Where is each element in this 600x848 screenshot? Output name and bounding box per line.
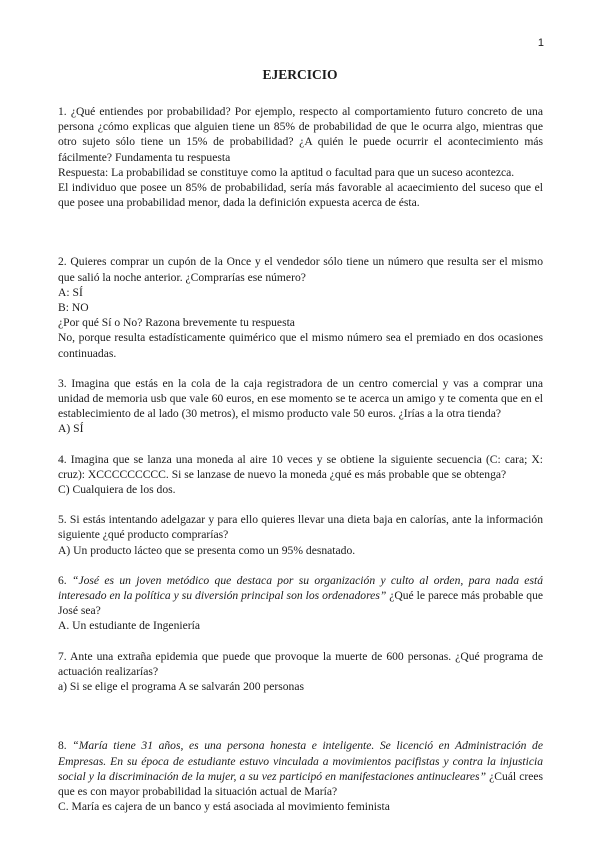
question-number: 8. [58, 739, 73, 753]
question-8 [58, 738, 543, 814]
question-5 [58, 512, 543, 558]
question-6 [58, 573, 543, 634]
answer-text: A) SÍ [58, 422, 84, 436]
answer-text: A) Un producto lácteo que se presenta como un 95% desnatado. [58, 543, 356, 557]
question-1 [58, 104, 543, 210]
page-number: 1 [537, 37, 544, 49]
question-3 [58, 376, 543, 437]
question-2 [58, 254, 543, 360]
document-title: EJERCICIO [262, 67, 338, 82]
question-prompt: 7. Ante una extraña epidemia que puede que provoque la muerte de 600 personas. ¿Qué programa de actuación realizarías? [58, 649, 543, 678]
answer-text: Respuesta: La probabilidad se constituye como la aptitud o facultad para que un suceso acontezca. [58, 165, 515, 179]
question-prompt: 3. Imagina que estás en la cola de la caja registradora de un centro comercial y vas a comprar una unidad de memoria usb que vale 60 euros, en ese momento se te acerca un amigo y te comenta que en el establecimiento de al lado (30 metros), el mismo producto vale 50 euros. ¿Irías a la otra tienda? [58, 376, 543, 421]
question-7 [58, 649, 543, 695]
followup-question: ¿Por qué Sí o No? Razona brevemente tu respuesta [58, 316, 295, 330]
document-body [58, 104, 543, 814]
question-text: ¿Cuál crees que es con mayor probabilidad la situación actual de María? [58, 769, 544, 798]
question-number: 6. [58, 573, 73, 587]
question-prompt: 5. Si estás intentando adelgazar y para ello quieres llevar una dieta baja en calorías, ante la información siguiente ¿qué producto comprarías? [58, 513, 543, 542]
question-prompt: 2. Quieres comprar un cupón de la Once y el vendedor sólo tiene un número que resulta ser el mismo que salió la noche anterior. ¿Comprarías ese número? [58, 255, 543, 284]
answer-text: C) Cualquiera de los dos. [58, 483, 176, 497]
question-prompt [58, 738, 543, 799]
answer-text: C. María es cajera de un banco y está asociada al movimiento feminista [58, 800, 390, 814]
option-a: A: SÍ [58, 285, 83, 299]
question-text: ¿Qué le parece más probable que José sea? [58, 589, 544, 618]
quoted-description: “María tiene 31 años, es una persona honesta e inteligente. Se licenció en Administración de Empresas. En su época de estudiante estuvo vinculada a movimientos pacifistas y contra la injusticia social y la discriminación de la mujer, a su vez participó en manifestaciones antinucleares” [58, 739, 543, 783]
question-prompt [58, 573, 543, 619]
question-4 [58, 452, 543, 498]
option-b: B: NO [58, 301, 89, 315]
question-prompt: 4. Imagina que se lanza una moneda al aire 10 veces y se obtiene la siguiente secuencia (C: cara; X: cruz): XCCCCCCCCC. Si se lanzase de nuevo la moneda ¿qué es más probable que se obtenga? [58, 452, 543, 481]
answer-text: El individuo que posee un 85% de probabilidad, sería más favorable al acaecimiento del suceso que el que posee una probabilidad menor, dada la definición expuesta acerca de ésta. [58, 181, 543, 210]
answer-text: A. Un estudiante de Ingeniería [58, 619, 200, 633]
answer-text: No, porque resulta estadísticamente quimérico que el mismo número sea el premiado en dos ocasiones continuadas. [58, 331, 543, 360]
question-prompt: 1. ¿Qué entiendes por probabilidad? Por ejemplo, respecto al comportamiento futuro concreto de una persona ¿cómo explicas que alguien tiene un 85% de probabilidad de que le ocurra algo, mientras que otro sujeto sólo tiene un 15% de probabilidad? ¿A quién le puede ocurrir el acontecimiento más fácilmente? Fundamenta tu respuesta [58, 105, 543, 164]
answer-text: a) Si se elige el programa A se salvarán 200 personas [58, 680, 304, 694]
quoted-description: “José es un joven metódico que destaca por su organización y culto al orden, para nada está interesado en la política y su diversión principal son los ordenadores” [58, 573, 543, 603]
